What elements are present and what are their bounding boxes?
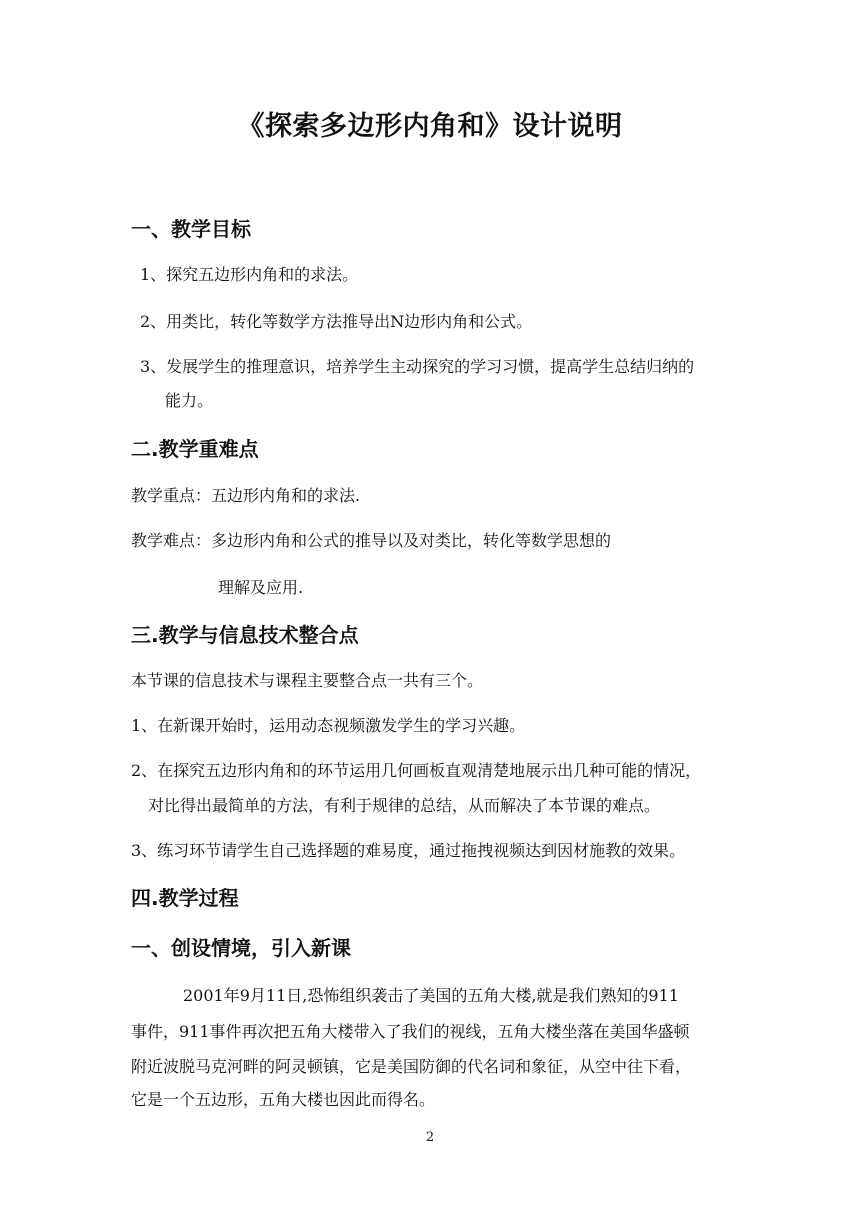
objective-item-2: 2、用类比，转化等数学方法推导出N边形内角和公式。: [140, 312, 533, 331]
integration-item-2-continued: 对比得出最简单的方法，有利于规律的总结，从而解决了本节课的难点。: [148, 796, 661, 815]
intro-paragraph-line-4: 它是一个五边形，五角大楼也因此而得名。: [131, 1090, 436, 1109]
objective-item-3-continued: 能力。: [165, 391, 214, 410]
intro-paragraph-line-2: 事件，911事件再次把五角大楼带入了我们的视线，五角大楼坐落在美国华盛顿: [131, 1022, 690, 1041]
integration-item-3: 3、练习环节请学生自己选择题的难易度，通过拖拽视频达到因材施教的效果。: [131, 841, 686, 860]
section-heading-integration: 三.教学与信息技术整合点: [131, 623, 359, 647]
section-heading-objectives: 一、教学目标: [131, 217, 251, 241]
section-heading-process: 四.教学过程: [131, 886, 239, 910]
difficult-point-line-continued: 理解及应用.: [218, 578, 304, 597]
objective-item-3: 3、发展学生的推理意识，培养学生主动探究的学习习惯，提高学生总结归纳的: [140, 357, 695, 376]
intro-paragraph-line-1: 2001年9月11日,恐怖组织袭击了美国的五角大楼,就是我们熟知的911: [183, 986, 679, 1005]
integration-item-2: 2、在探究五边形内角和的环节运用几何画板直观清楚地展示出几种可能的情况，: [131, 761, 702, 780]
integration-item-1: 1、在新课开始时，运用动态视频激发学生的学习兴趣。: [131, 716, 526, 735]
document-title: 《探索多边形内角和》设计说明: [237, 111, 623, 142]
objective-item-1: 1、探究五边形内角和的求法。: [140, 265, 359, 284]
key-point-line: 教学重点：五边形内角和的求法.: [131, 486, 361, 505]
intro-paragraph-line-3: 附近波脱马克河畔的阿灵顿镇，它是美国防御的代名词和象征，从空中往下看，: [131, 1057, 692, 1076]
subsection-heading-intro: 一、创设情境，引入新课: [131, 936, 351, 960]
page-number: 2: [425, 1130, 435, 1145]
integration-intro-line: 本节课的信息技术与课程主要整合点一共有三个。: [131, 671, 484, 690]
section-heading-key-points: 二.教学重难点: [131, 437, 259, 461]
difficult-point-line: 教学难点：多边形内角和公式的推导以及对类比，转化等数学思想的: [131, 531, 612, 550]
